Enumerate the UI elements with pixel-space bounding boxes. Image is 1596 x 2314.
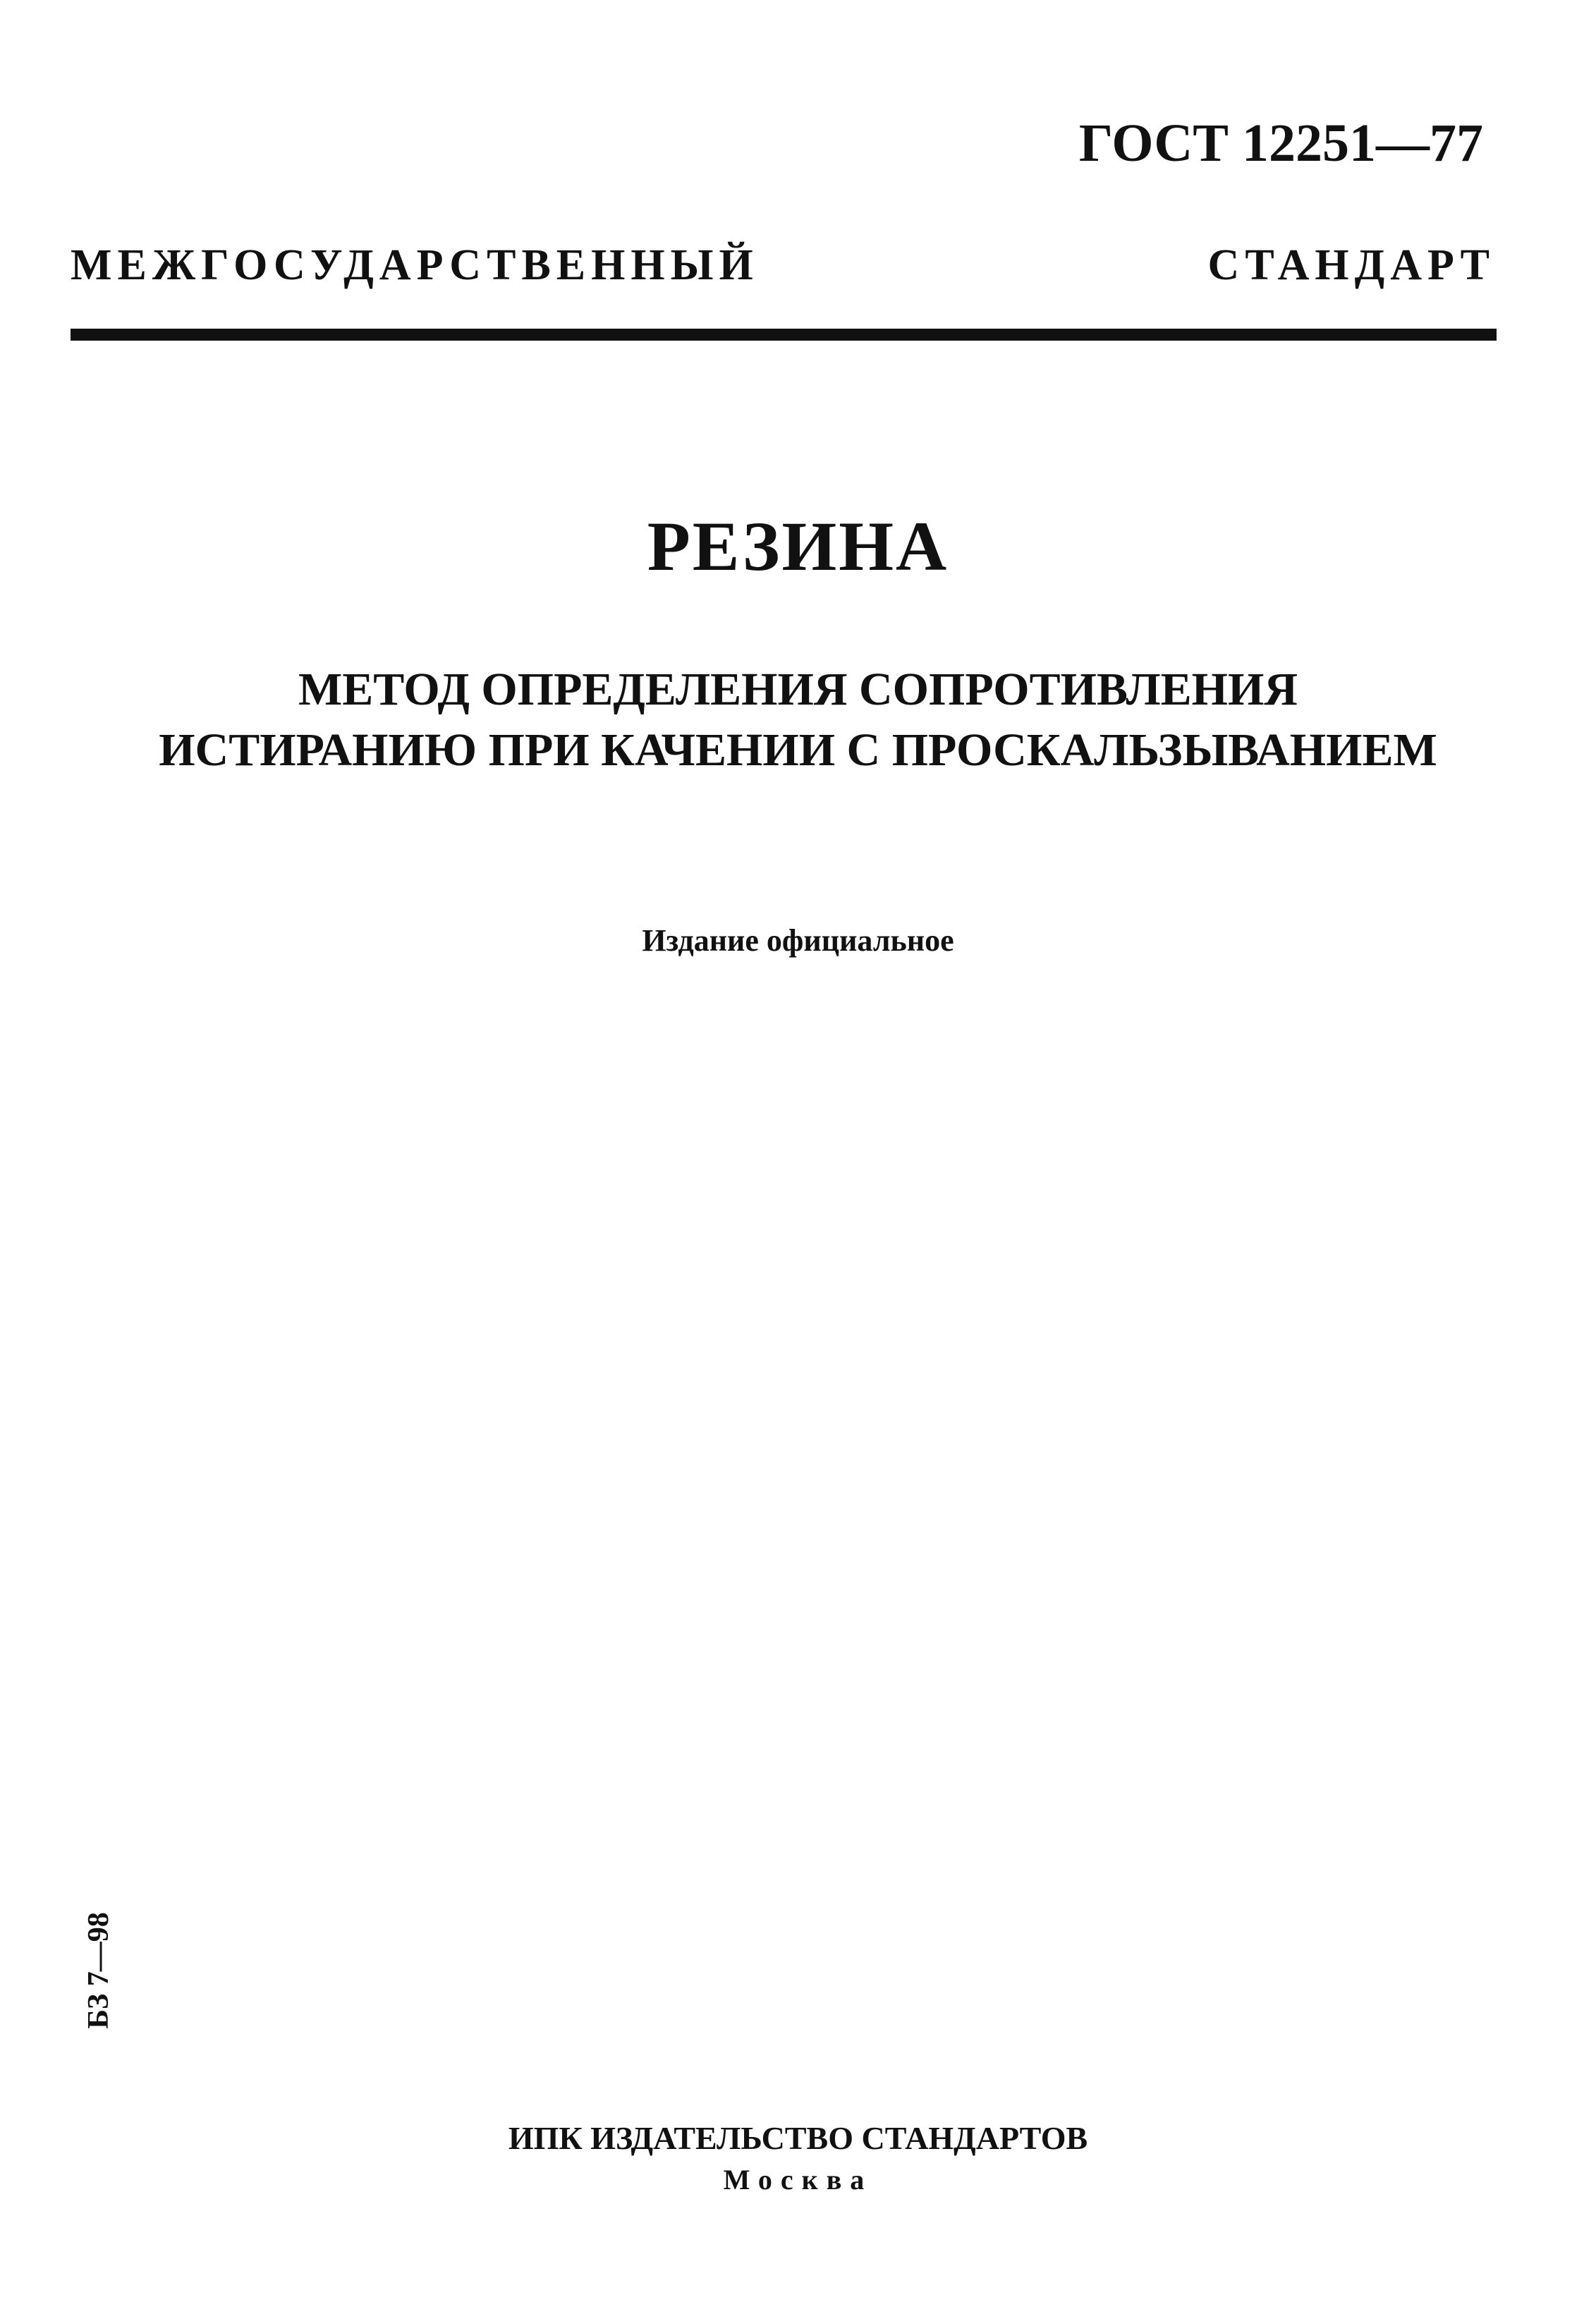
- subtitle-line-1: МЕТОД ОПРЕДЕЛЕНИЯ СОПРОТИВЛЕНИЯ: [298, 664, 1298, 715]
- document-title: РЕЗИНА: [647, 507, 949, 585]
- edition-note: Издание официальное: [642, 923, 954, 958]
- side-catalog-code: БЗ 7—98: [83, 1912, 115, 2029]
- publisher-city: Москва: [723, 2164, 873, 2196]
- subtitle-line-2: ИСТИРАНИЮ ПРИ КАЧЕНИИ С ПРОСКАЛЬЗЫВАНИЕМ: [159, 724, 1437, 776]
- header-rule: [71, 329, 1497, 341]
- standard-category: МЕЖГОСУДАРСТВЕННЫЙ СТАНДАРТ: [71, 241, 1495, 289]
- document-subtitle: [0, 659, 1596, 781]
- standard-number: ГОСТ 12251—77: [1078, 114, 1483, 173]
- publisher-name: ИПК ИЗДАТЕЛЬСТВО СТАНДАРТОВ: [508, 2120, 1088, 2156]
